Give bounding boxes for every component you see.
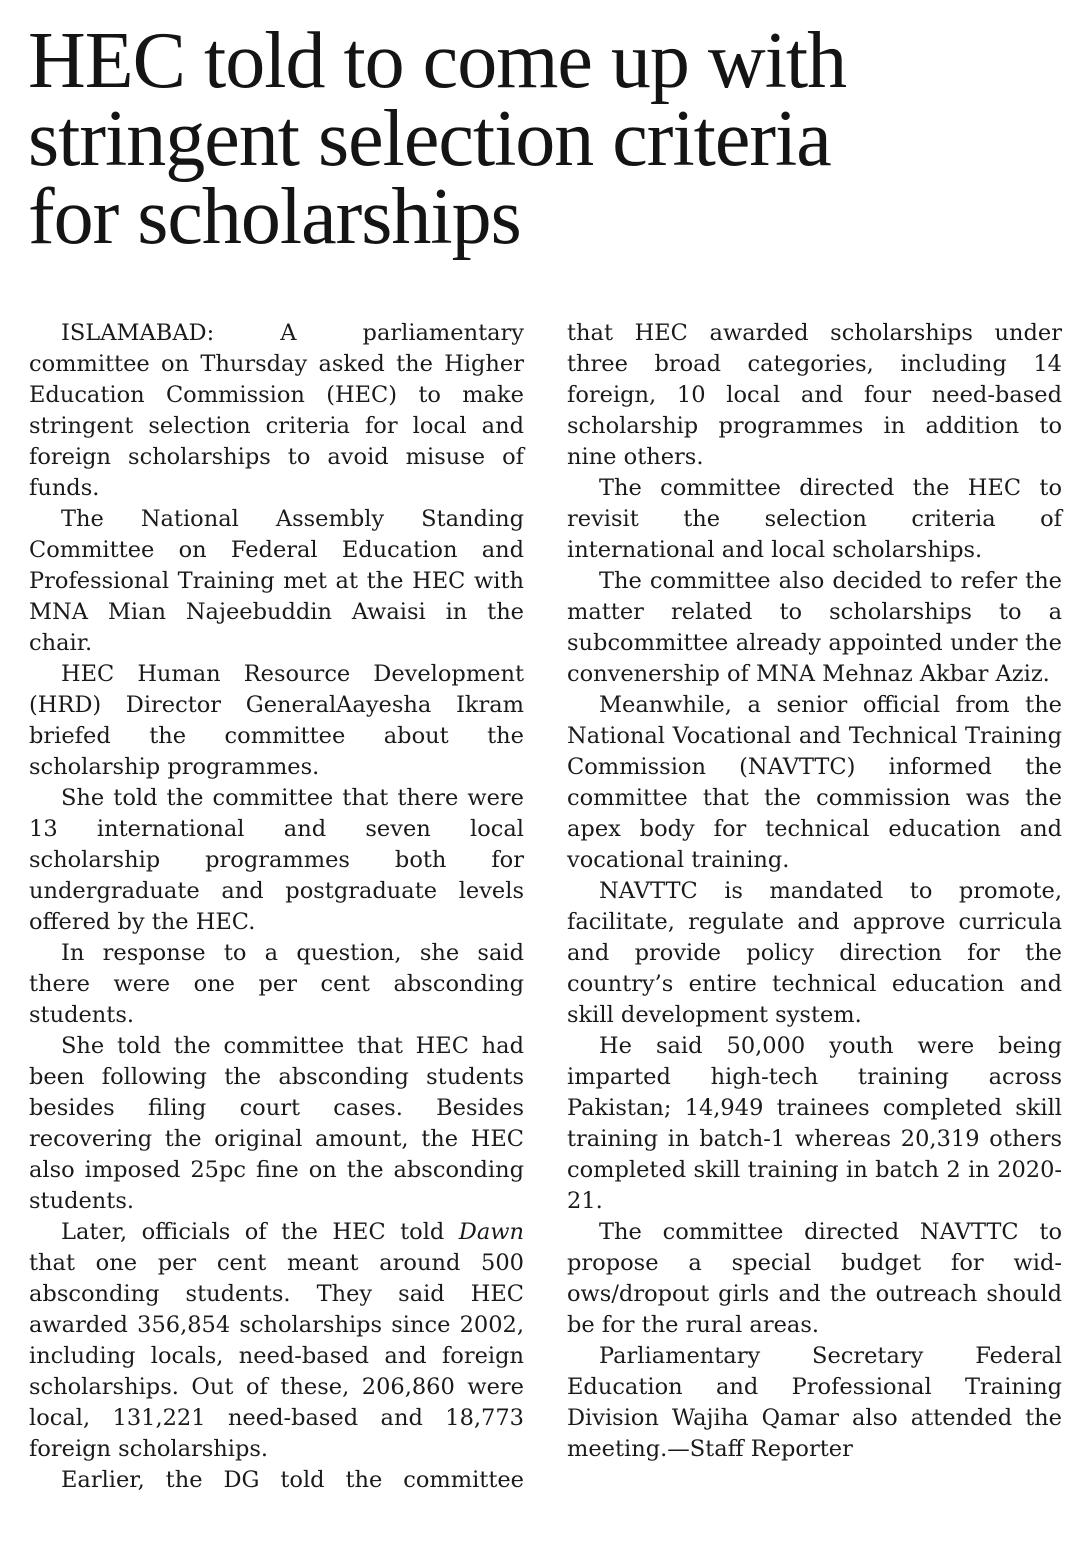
article-paragraph: Meanwhile, a senior official from the National Vocational and Technical Training Commission (NAVTTC) informed the committee that the commission was the apex body for technical education and vocational training. <box>567 692 1062 873</box>
article-paragraph: NAVTTC is mandated to promote, facilitate, regulate and approve curricula and provide policy direction for the country’s entire technical education and skill development system. <box>567 878 1062 1028</box>
article-paragraph-continued: Earlier, the DG told the committee <box>61 1467 524 1493</box>
article-paragraph: The National Assembly Standing Committee on Federal Education and Professional Training met at the HEC with MNA Mian Najeebuddin Awaisi in the chair. <box>29 506 524 656</box>
article-column-right <box>567 318 1062 1465</box>
article-paragraph: The committee also decided to refer the matter related to scholarships to a subcommittee already appointed under the convenership of MNA Mehnaz Akbar Aziz. <box>567 568 1062 687</box>
article-headline <box>28 17 1058 261</box>
headline-line: stringent selection criteria <box>28 95 831 183</box>
article-paragraph: She told the committee that HEC had been following the absconding students besides filing court cases. Besides recovering the original amount, the HEC also imposed 25pc fine on the absconding students. <box>29 1033 524 1214</box>
paragraph-text: Later, officials of the HEC told <box>61 1219 459 1245</box>
headline-line: HEC told to come up with <box>28 17 847 105</box>
article-paragraph-continuation: that HEC awarded scholarships under three broad categories, including 14 foreign, 10 local and four need-based scholarship programmes in addition to nine others. <box>567 320 1062 470</box>
paragraph-text: that one per cent meant around 500 absconding students. They said HEC awarded 356,854 scholarships since 2002, including locals, need-based and foreign scholarships. Out of these, 206,860 were local, 131,221 need-based and 18,773 foreign scholarships. <box>29 1250 524 1462</box>
publication-name: Dawn <box>458 1219 524 1245</box>
article-paragraph: In response to a question, she said there were one per cent absconding students. <box>29 940 524 1028</box>
article-paragraph <box>29 1217 524 1465</box>
article-column-left <box>29 318 524 1496</box>
closing-paragraph-byline: Parliamentary Secretary Federal Education and Professional Training Division Wajiha Qamar also attended the meeting.—Staff Reporter <box>567 1343 1062 1462</box>
article-paragraph: He said 50,000 youth were being imparted high-tech training across Pakistan; 14,949 trainees completed skill training in batch-1 whereas 20,319 others completed skill training in batch 2 in 2020-21. <box>567 1033 1062 1214</box>
article-paragraph: She told the committee that there were 13 international and seven local scholarship programmes both for undergraduate and postgraduate levels offered by the HEC. <box>29 785 524 935</box>
dateline-paragraph: ISLAMABAD: A parliamentary committee on Thursday asked the Higher Education Commission (HEC) to make stringent selection criteria for local and foreign scholarships to avoid misuse of funds. <box>29 320 524 501</box>
article-paragraph: HEC Human Resource Development (HRD) Director GeneralAayesha Ikram briefed the committee about the scholarship programmes. <box>29 661 524 780</box>
article-paragraph: The committee directed NAVTTC to propose a special budget for widows/dropout girls and the outreach should be for the rural areas. <box>567 1219 1062 1338</box>
article-paragraph: The committee directed the HEC to revisit the selection criteria of international and local scholarships. <box>567 475 1062 563</box>
headline-line: for scholarships <box>28 173 521 261</box>
